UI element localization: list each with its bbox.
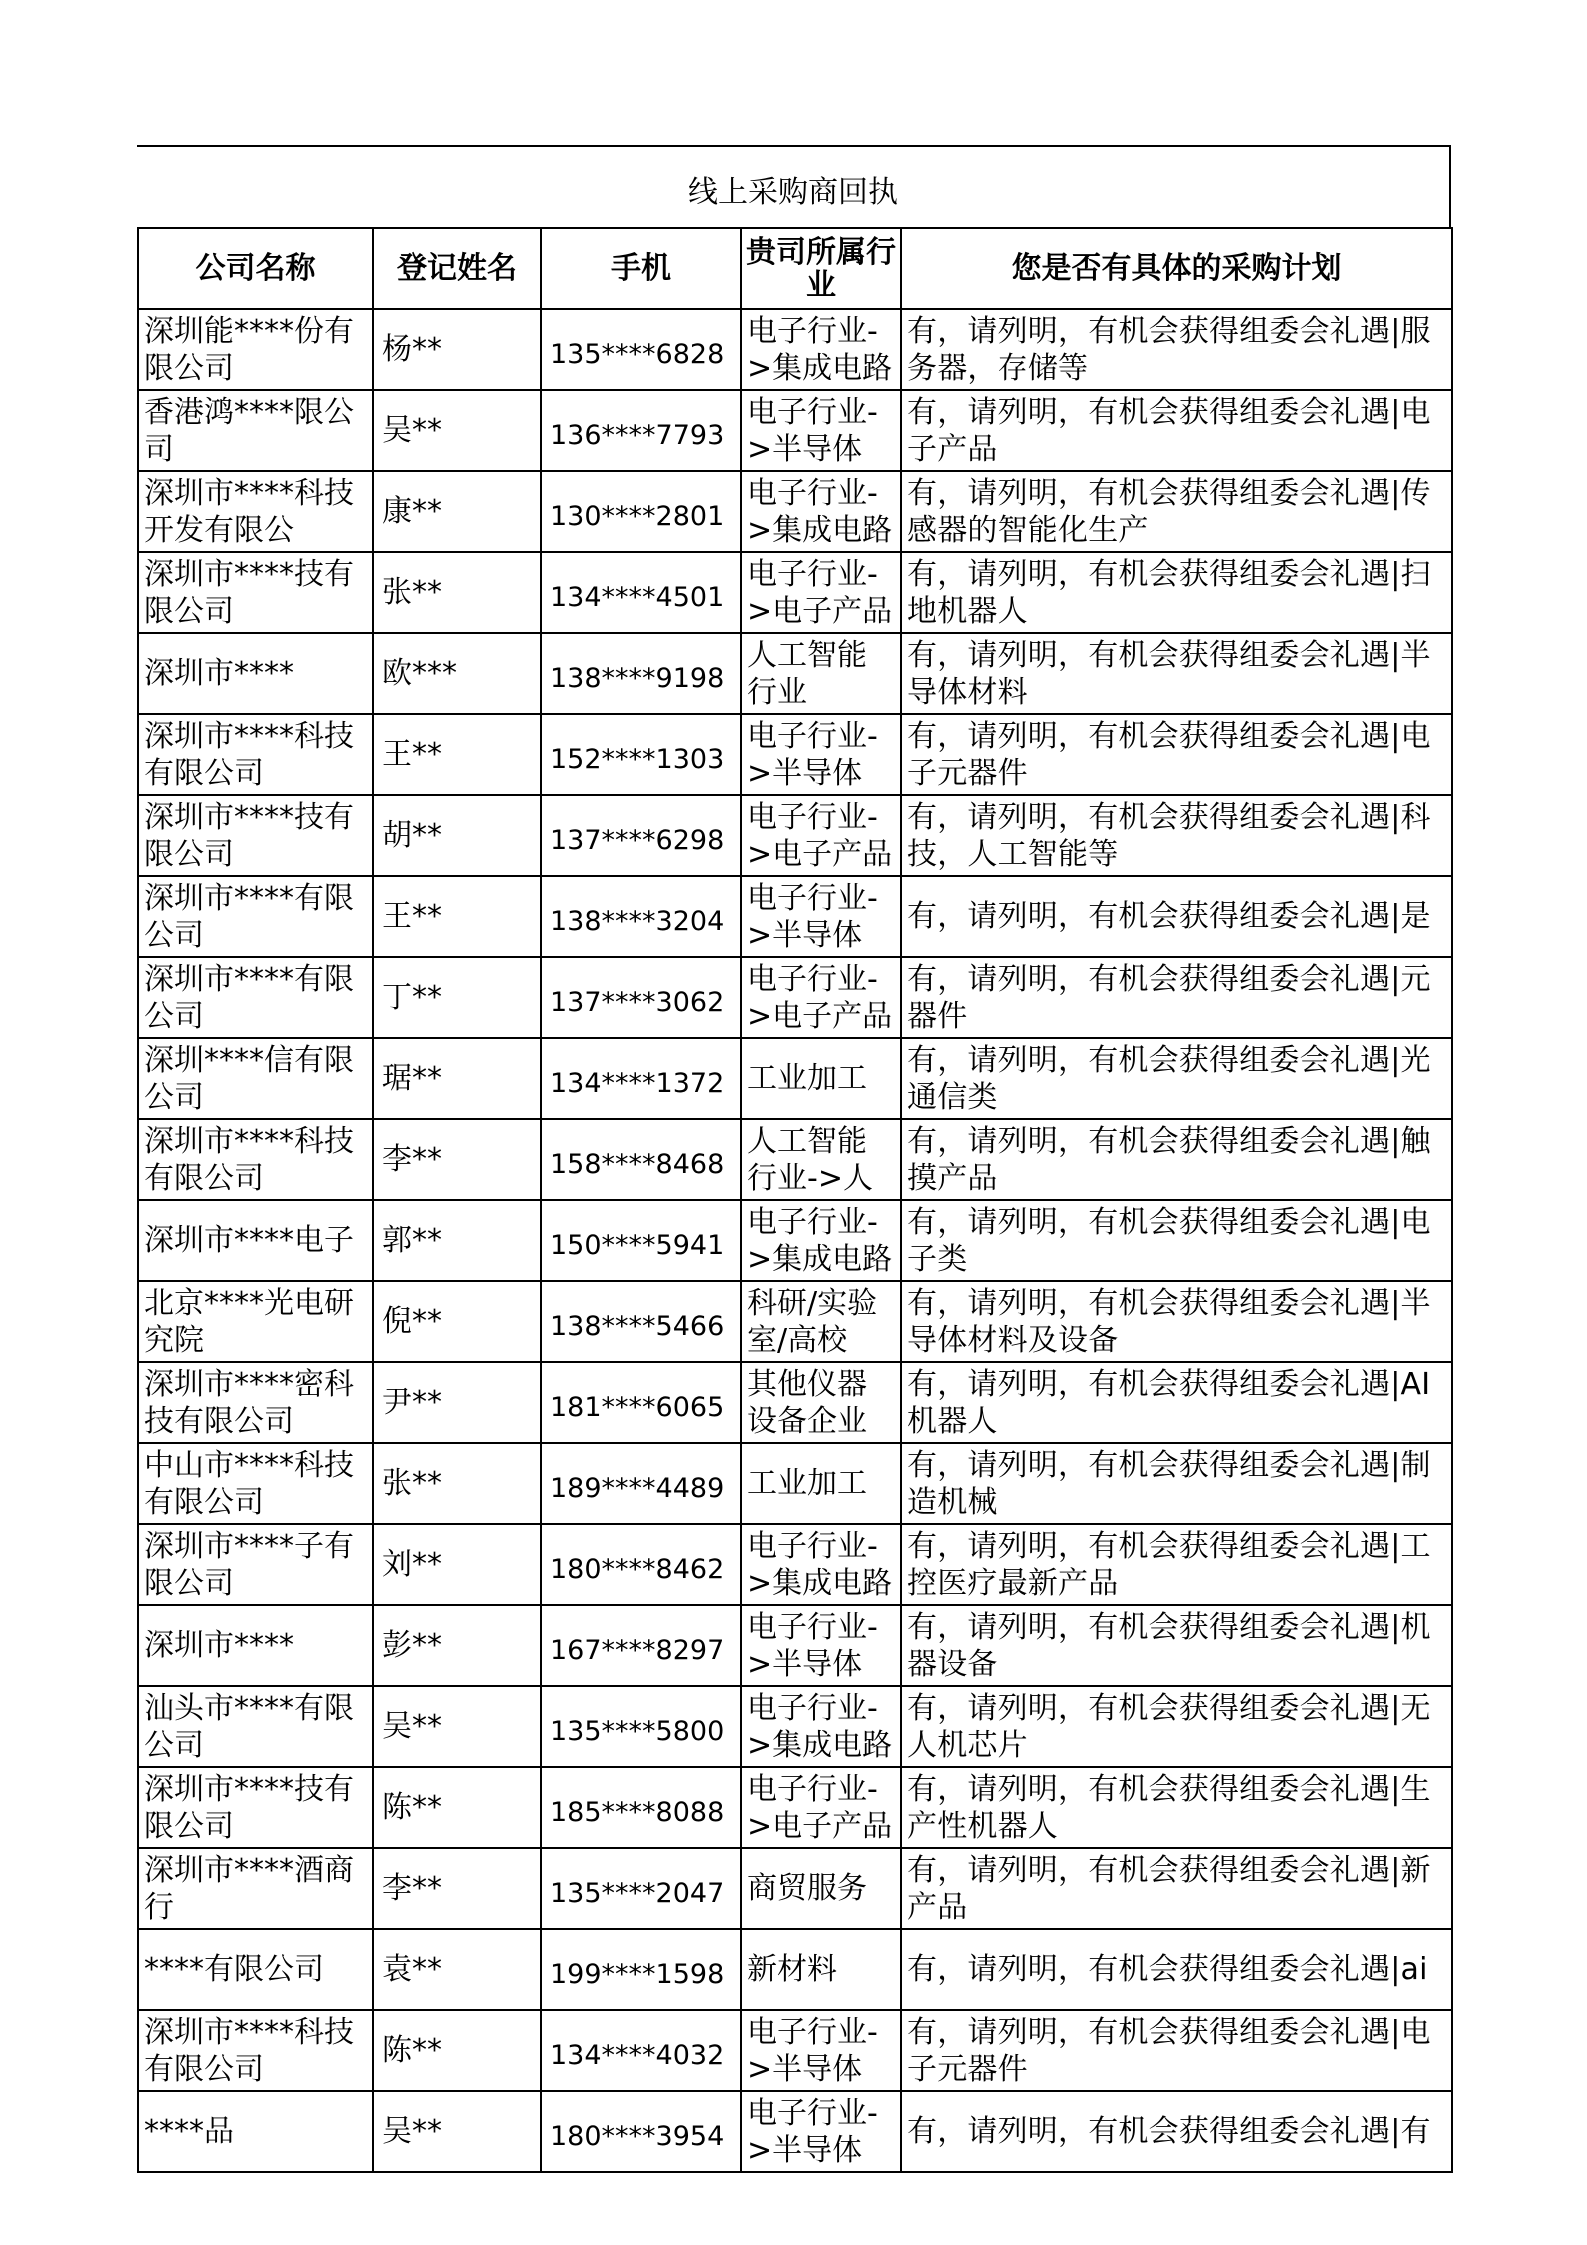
- cell-phone: 152****1303: [541, 714, 741, 795]
- cell-name: 尹**: [373, 1362, 541, 1443]
- cell-company: 北京****光电研究院: [138, 1281, 373, 1362]
- cell-phone: 199****1598: [541, 1929, 741, 2010]
- cell-phone: 189****4489: [541, 1443, 741, 1524]
- cell-plan: 有，请列明，有机会获得组委会礼遇|ai: [901, 1929, 1452, 2010]
- cell-industry: 人工智能行业: [741, 633, 901, 714]
- cell-phone: 185****8088: [541, 1767, 741, 1848]
- cell-industry: 工业加工: [741, 1443, 901, 1524]
- table-row: [138, 2091, 1452, 2172]
- cell-company: 深圳市****: [138, 633, 373, 714]
- table-row: [138, 1362, 1452, 1443]
- cell-plan: 有，请列明，有机会获得组委会礼遇|半导体材料: [901, 633, 1452, 714]
- document-title: 线上采购商回执: [137, 145, 1451, 227]
- cell-name: 彭**: [373, 1605, 541, 1686]
- table-row: [138, 1848, 1452, 1929]
- cell-name: 陈**: [373, 1767, 541, 1848]
- cell-name: 吴**: [373, 1686, 541, 1767]
- cell-phone: 138****3204: [541, 876, 741, 957]
- cell-name: 杨**: [373, 309, 541, 390]
- cell-company: 深圳****信有限公司: [138, 1038, 373, 1119]
- cell-phone: 134****1372: [541, 1038, 741, 1119]
- cell-phone: 135****5800: [541, 1686, 741, 1767]
- table-row: [138, 1605, 1452, 1686]
- table-row: [138, 1200, 1452, 1281]
- cell-industry: 电子行业->集成电路: [741, 309, 901, 390]
- buyer-receipt-sheet: [137, 145, 1451, 2173]
- cell-phone: 138****9198: [541, 633, 741, 714]
- table-row: [138, 1767, 1452, 1848]
- table-row: [138, 633, 1452, 714]
- cell-name: 袁**: [373, 1929, 541, 2010]
- cell-name: 倪**: [373, 1281, 541, 1362]
- table-row: [138, 957, 1452, 1038]
- cell-industry: 商贸服务: [741, 1848, 901, 1929]
- cell-plan: 有，请列明，有机会获得组委会礼遇|工控医疗最新产品: [901, 1524, 1452, 1605]
- cell-industry: 电子行业->集成电路: [741, 471, 901, 552]
- cell-plan: 有，请列明，有机会获得组委会礼遇|机器设备: [901, 1605, 1452, 1686]
- cell-company: ****有限公司: [138, 1929, 373, 2010]
- cell-industry: 电子行业->集成电路: [741, 1200, 901, 1281]
- cell-company: ****品: [138, 2091, 373, 2172]
- cell-name: 王**: [373, 714, 541, 795]
- cell-company: 深圳市****技有限公司: [138, 795, 373, 876]
- cell-company: 深圳市****: [138, 1605, 373, 1686]
- table-row: [138, 1686, 1452, 1767]
- cell-industry: 电子行业->电子产品: [741, 795, 901, 876]
- cell-name: 丁**: [373, 957, 541, 1038]
- cell-industry: 电子行业->半导体: [741, 1605, 901, 1686]
- cell-name: 琚**: [373, 1038, 541, 1119]
- table-row: [138, 1038, 1452, 1119]
- cell-company: 深圳市****电子: [138, 1200, 373, 1281]
- table-row: [138, 1929, 1452, 2010]
- cell-plan: 有，请列明，有机会获得组委会礼遇|半导体材料及设备: [901, 1281, 1452, 1362]
- cell-plan: 有，请列明，有机会获得组委会礼遇|生产性机器人: [901, 1767, 1452, 1848]
- cell-plan: 有，请列明，有机会获得组委会礼遇|扫地机器人: [901, 552, 1452, 633]
- cell-company: 深圳市****技有限公司: [138, 1767, 373, 1848]
- cell-company: 深圳市****科技开发有限公: [138, 471, 373, 552]
- cell-phone: 180****3954: [541, 2091, 741, 2172]
- cell-name: 李**: [373, 1848, 541, 1929]
- header-name: 登记姓名: [373, 228, 541, 309]
- cell-phone: 136****7793: [541, 390, 741, 471]
- cell-plan: 有，请列明，有机会获得组委会礼遇|新产品: [901, 1848, 1452, 1929]
- cell-plan: 有，请列明，有机会获得组委会礼遇|触摸产品: [901, 1119, 1452, 1200]
- table-row: [138, 1524, 1452, 1605]
- cell-company: 深圳市****科技有限公司: [138, 1119, 373, 1200]
- cell-phone: 158****8468: [541, 1119, 741, 1200]
- cell-name: 康**: [373, 471, 541, 552]
- cell-plan: 有，请列明，有机会获得组委会礼遇|电子产品: [901, 390, 1452, 471]
- cell-phone: 150****5941: [541, 1200, 741, 1281]
- cell-phone: 135****2047: [541, 1848, 741, 1929]
- cell-name: 吴**: [373, 390, 541, 471]
- cell-industry: 电子行业->集成电路: [741, 1524, 901, 1605]
- cell-phone: 134****4501: [541, 552, 741, 633]
- table-row: [138, 1119, 1452, 1200]
- cell-plan: 有，请列明，有机会获得组委会礼遇|电子元器件: [901, 2010, 1452, 2091]
- cell-industry: 电子行业->半导体: [741, 876, 901, 957]
- cell-phone: 167****8297: [541, 1605, 741, 1686]
- cell-company: 深圳市****有限公司: [138, 957, 373, 1038]
- cell-plan: 有，请列明，有机会获得组委会礼遇|是: [901, 876, 1452, 957]
- header-company: 公司名称: [138, 228, 373, 309]
- cell-industry: 电子行业->电子产品: [741, 957, 901, 1038]
- cell-industry: 电子行业->半导体: [741, 714, 901, 795]
- cell-phone: 135****6828: [541, 309, 741, 390]
- cell-industry: 电子行业->半导体: [741, 390, 901, 471]
- cell-company: 深圳市****密科技有限公司: [138, 1362, 373, 1443]
- header-phone: 手机: [541, 228, 741, 309]
- cell-industry: 电子行业->半导体: [741, 2091, 901, 2172]
- cell-name: 李**: [373, 1119, 541, 1200]
- cell-name: 刘**: [373, 1524, 541, 1605]
- cell-company: 深圳市****有限公司: [138, 876, 373, 957]
- cell-company: 深圳市****技有限公司: [138, 552, 373, 633]
- cell-phone: 134****4032: [541, 2010, 741, 2091]
- cell-phone: 137****6298: [541, 795, 741, 876]
- cell-name: 郭**: [373, 1200, 541, 1281]
- cell-plan: 有，请列明，有机会获得组委会礼遇|电子元器件: [901, 714, 1452, 795]
- table-row: [138, 2010, 1452, 2091]
- table-row: [138, 309, 1452, 390]
- cell-industry: 其他仪器设备企业: [741, 1362, 901, 1443]
- cell-phone: 137****3062: [541, 957, 741, 1038]
- cell-phone: 130****2801: [541, 471, 741, 552]
- cell-name: 欧***: [373, 633, 541, 714]
- cell-plan: 有，请列明，有机会获得组委会礼遇|传感器的智能化生产: [901, 471, 1452, 552]
- header-industry: 贵司所属行业: [741, 228, 901, 309]
- cell-phone: 138****5466: [541, 1281, 741, 1362]
- cell-name: 王**: [373, 876, 541, 957]
- header-row: [138, 228, 1452, 309]
- cell-industry: 工业加工: [741, 1038, 901, 1119]
- buyer-table: [137, 227, 1453, 2173]
- table-row: [138, 390, 1452, 471]
- cell-company: 深圳市****酒商行: [138, 1848, 373, 1929]
- cell-company: 深圳市****子有限公司: [138, 1524, 373, 1605]
- cell-company: 深圳市****科技有限公司: [138, 2010, 373, 2091]
- cell-phone: 180****8462: [541, 1524, 741, 1605]
- table-row: [138, 471, 1452, 552]
- cell-plan: 有，请列明，有机会获得组委会礼遇|AI机器人: [901, 1362, 1452, 1443]
- cell-plan: 有，请列明，有机会获得组委会礼遇|科技，人工智能等: [901, 795, 1452, 876]
- cell-plan: 有，请列明，有机会获得组委会礼遇|服务器，存储等: [901, 309, 1452, 390]
- cell-company: 深圳能****份有限公司: [138, 309, 373, 390]
- cell-industry: 电子行业->半导体: [741, 2010, 901, 2091]
- table-row: [138, 1443, 1452, 1524]
- cell-plan: 有，请列明，有机会获得组委会礼遇|有: [901, 2091, 1452, 2172]
- header-plan: 您是否有具体的采购计划: [901, 228, 1452, 309]
- table-row: [138, 714, 1452, 795]
- cell-plan: 有，请列明，有机会获得组委会礼遇|制造机械: [901, 1443, 1452, 1524]
- cell-name: 张**: [373, 1443, 541, 1524]
- cell-name: 胡**: [373, 795, 541, 876]
- table-header: [138, 228, 1452, 309]
- table-row: [138, 1281, 1452, 1362]
- cell-industry: 电子行业->电子产品: [741, 552, 901, 633]
- cell-company: 香港鸿****限公司: [138, 390, 373, 471]
- cell-name: 张**: [373, 552, 541, 633]
- table-row: [138, 552, 1452, 633]
- cell-industry: 电子行业->集成电路: [741, 1686, 901, 1767]
- cell-name: 陈**: [373, 2010, 541, 2091]
- table-row: [138, 795, 1452, 876]
- cell-plan: 有，请列明，有机会获得组委会礼遇|无人机芯片: [901, 1686, 1452, 1767]
- cell-plan: 有，请列明，有机会获得组委会礼遇|元器件: [901, 957, 1452, 1038]
- cell-company: 中山市****科技有限公司: [138, 1443, 373, 1524]
- table-row: [138, 876, 1452, 957]
- cell-phone: 181****6065: [541, 1362, 741, 1443]
- table-body: [138, 309, 1452, 2172]
- cell-company: 汕头市****有限公司: [138, 1686, 373, 1767]
- cell-plan: 有，请列明，有机会获得组委会礼遇|电子类: [901, 1200, 1452, 1281]
- cell-name: 吴**: [373, 2091, 541, 2172]
- cell-industry: 电子行业->电子产品: [741, 1767, 901, 1848]
- cell-industry: 人工智能行业->人: [741, 1119, 901, 1200]
- cell-company: 深圳市****科技有限公司: [138, 714, 373, 795]
- cell-plan: 有，请列明，有机会获得组委会礼遇|光通信类: [901, 1038, 1452, 1119]
- cell-industry: 科研/实验室/高校: [741, 1281, 901, 1362]
- cell-industry: 新材料: [741, 1929, 901, 2010]
